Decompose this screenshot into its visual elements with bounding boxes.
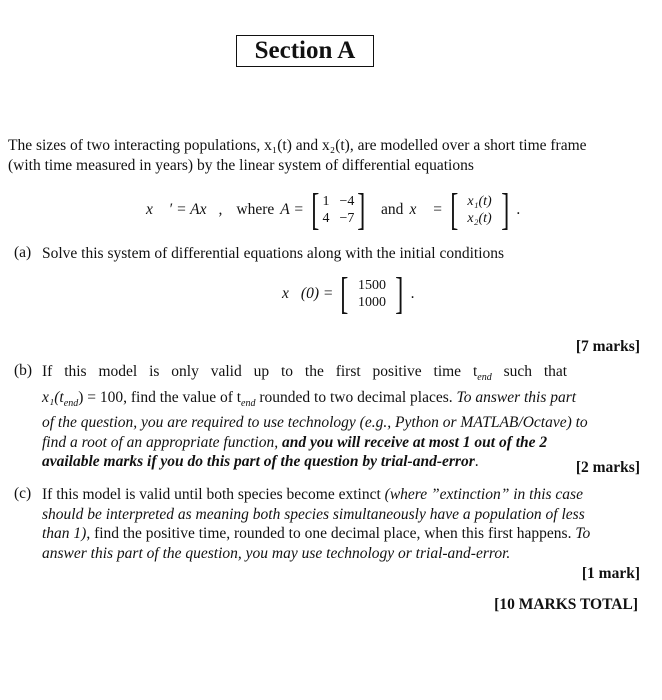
- sub-end: end: [241, 397, 256, 409]
- part-c-line3: , find the positive time, rounded to one decimal place, when this first happens.: [86, 525, 576, 542]
- part-b-line4-bold: and you will receive at most 1 out of the 2: [281, 433, 548, 451]
- part-b-line2-italic: To answer this part: [456, 388, 577, 406]
- ode-lhs: x⃗ ′ = Ax⃗,: [146, 201, 223, 218]
- left-bracket: [: [311, 185, 320, 234]
- part-b-line5-end: .: [474, 453, 479, 471]
- intro-line-1: The sizes of two interacting populations, x₁(t) and x₂(t), are modelled over a short time frame: [8, 137, 587, 154]
- matrix-a: [308, 185, 369, 234]
- part-c-line3-italic: than 1): [42, 525, 87, 542]
- matrix-cell: −4: [339, 194, 355, 209]
- system-end: .: [516, 201, 521, 218]
- ic-lhs: x⃗(0) =: [282, 285, 334, 302]
- part-b-text: [42, 362, 640, 472]
- and-text: and: [381, 201, 404, 218]
- part-b-line1-end: such that: [491, 363, 568, 380]
- part-c-text: [42, 485, 642, 563]
- matrix-cell: 1: [322, 194, 330, 209]
- part-c-line2: should be interpreted as meaning both species simultaneously have a population of less: [42, 505, 585, 523]
- intro-paragraph: [8, 136, 648, 176]
- part-b-line5-bold: available marks if you do this part of the question by trial-and-error: [42, 453, 475, 471]
- part-b-line2-b: ) = 100, find the value of t: [78, 388, 242, 406]
- left-bracket: [: [340, 269, 349, 318]
- sub-end: end: [477, 372, 492, 384]
- matrix-cell: −7: [339, 211, 355, 226]
- intro-line-2: (with time measured in years) by the linear system of differential equations: [8, 157, 474, 174]
- part-b-line2-a: x₁(t: [42, 388, 64, 406]
- part-b-marks: [2 marks]: [575, 459, 640, 476]
- part-c-line4: answer this part of the question, you may use technology or trial-and-error.: [42, 544, 511, 562]
- vector-cell: x₂(t): [467, 211, 492, 226]
- left-bracket: [: [450, 185, 459, 234]
- matrix-cell: 4: [322, 211, 330, 226]
- part-a-text: Solve this system of differential equations along with the initial conditions: [42, 245, 505, 262]
- ic-cell: 1500: [358, 278, 386, 293]
- section-title: Section A: [236, 35, 374, 67]
- part-b-line1: If this model is only valid up to the first positive time t: [42, 363, 478, 380]
- ic-cell: 1000: [358, 295, 386, 310]
- ode-system: [146, 185, 521, 234]
- right-bracket: ]: [500, 185, 510, 234]
- part-a-marks: [7 marks]: [575, 338, 640, 355]
- a-equals: A =: [280, 201, 304, 218]
- part-b-line4-italic: find a root of an appropriate function,: [42, 433, 282, 451]
- part-b-label: (b): [14, 362, 33, 379]
- part-a-label: (a): [14, 244, 32, 261]
- part-c-line3-italic2: To: [575, 525, 591, 542]
- where-text: where: [236, 201, 275, 218]
- part-c-label: (c): [14, 485, 32, 502]
- right-bracket: ]: [395, 269, 404, 318]
- initial-conditions: [282, 269, 415, 318]
- part-b-line2-c: rounded to two decimal places.: [255, 388, 457, 406]
- part-c-line1: If this model is valid until both species become extinct: [42, 486, 385, 503]
- ic-end: .: [410, 285, 415, 302]
- part-c-marks: [1 mark]: [581, 565, 640, 582]
- part-c-line1-italic: (where ”extinction” in this case: [384, 486, 583, 503]
- ic-vector: [337, 269, 406, 318]
- right-bracket: ]: [357, 185, 366, 234]
- x-equals: x⃗ =: [409, 201, 443, 218]
- sub-end: end: [63, 397, 79, 409]
- vector-cell: x₁(t): [467, 194, 492, 209]
- part-b-line3: of the question, you are required to use technology (e.g., Python or MATLAB/Octave) to: [42, 414, 588, 432]
- total-marks: [10 MARKS TOTAL]: [494, 596, 638, 613]
- vector-x: [447, 185, 513, 234]
